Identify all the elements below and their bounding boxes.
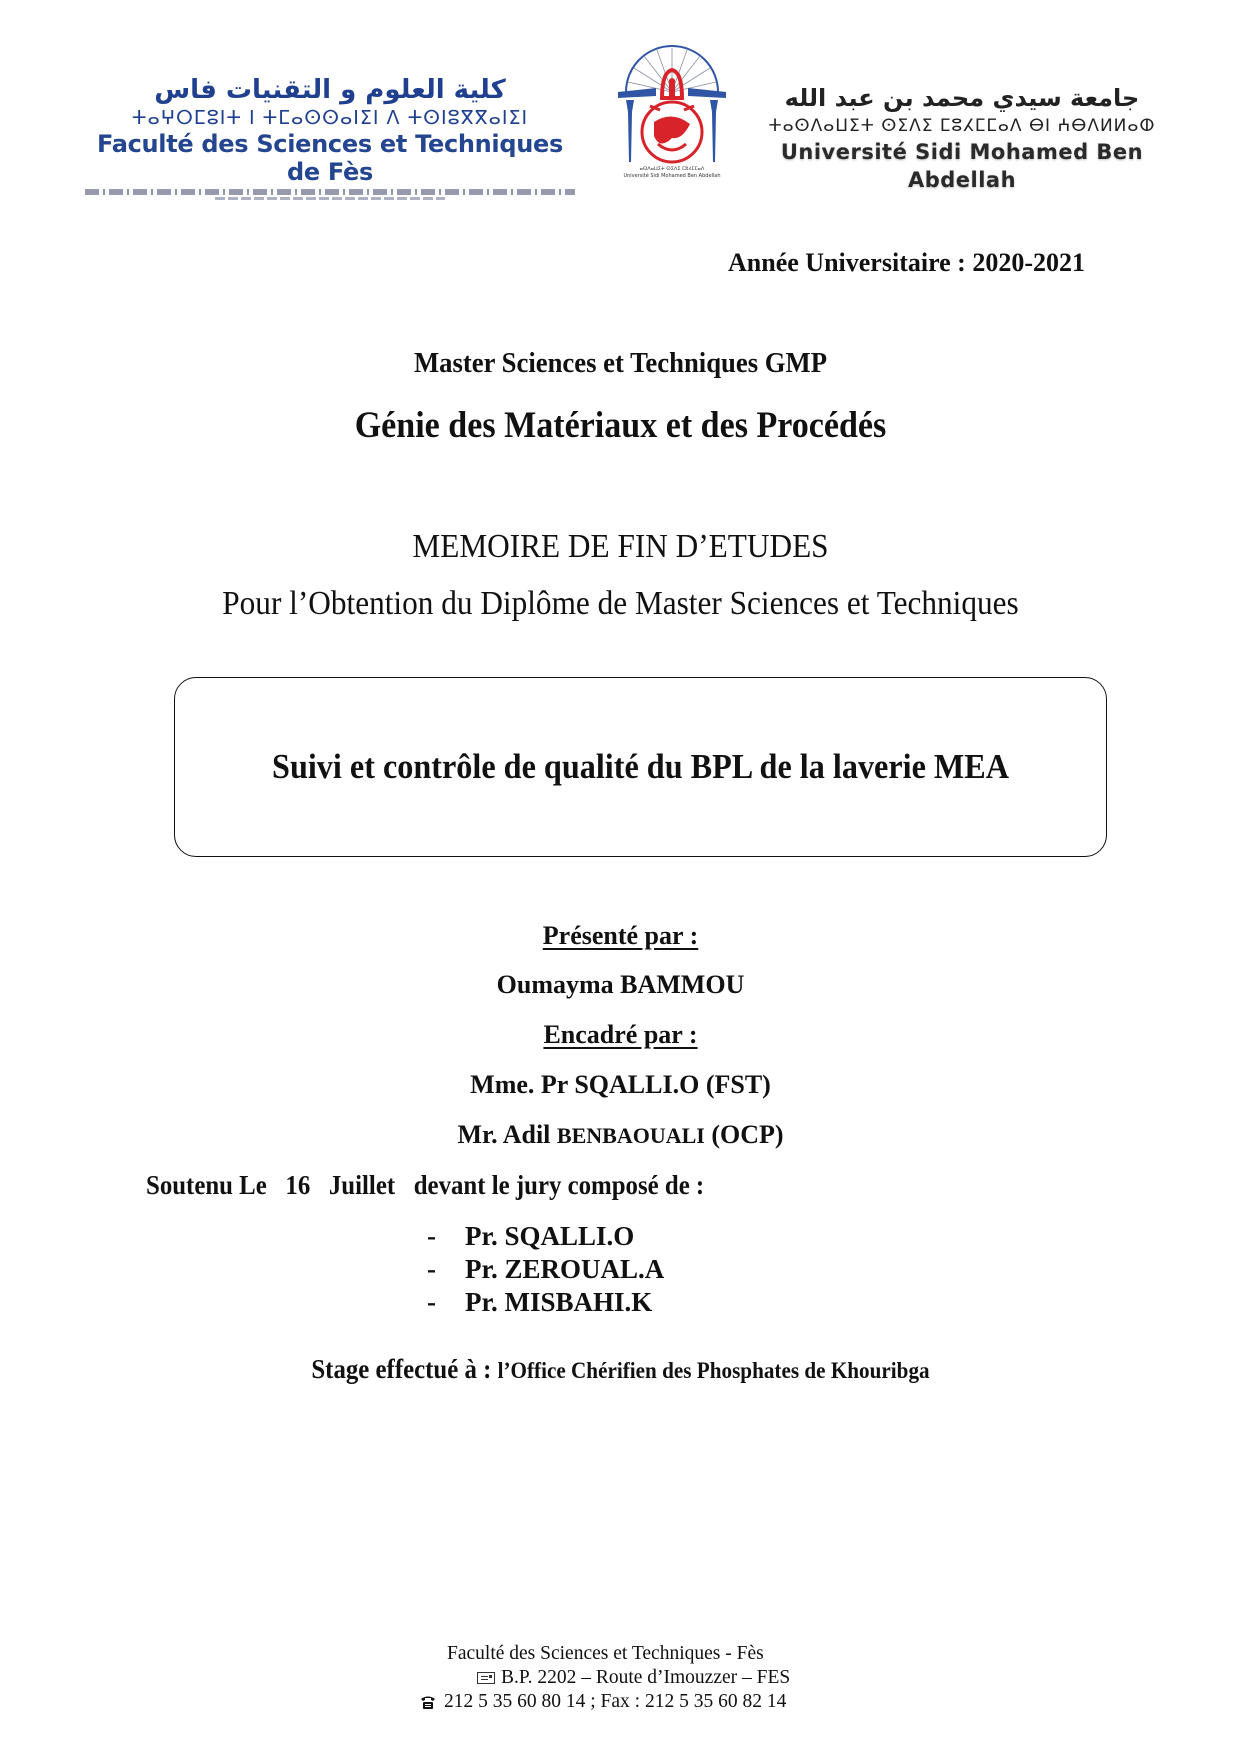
fst-decorative-rule-2 [215, 197, 445, 200]
supervisor-2 [0, 1120, 1241, 1150]
footer-phone-text: 212 5 35 60 80 14 ; Fax : 212 5 35 60 82 14 [444, 1691, 787, 1712]
document-purpose: Pour l’Obtention du Diplôme de Master Sciences et Techniques [222, 585, 1019, 622]
usmba-name-french: Université Sidi Mohamed Ben Abdellah [780, 140, 1144, 192]
thesis-title: Suivi et contrôle de qualité du BPL de la laverie MEA [271, 747, 1010, 786]
footer-address [420, 1642, 840, 1714]
jury-member [427, 1220, 664, 1253]
internship-label: Stage effectué à : [311, 1354, 498, 1384]
footer-institution: Faculté des Sciences et Techniques - Fès [447, 1643, 764, 1664]
supervisor-2-surname: BENBAOUALI [556, 1123, 705, 1148]
usmba-logo [752, 82, 1172, 194]
usmba-emblem-icon [612, 40, 732, 180]
fst-decorative-rule [85, 189, 575, 195]
list-dash: - [427, 1287, 436, 1317]
presented-by-label: Présenté par : [542, 921, 699, 950]
internship-info [50, 1354, 1192, 1385]
fst-logo [80, 74, 580, 200]
supervisor-2-prefix: Mr. Adil [457, 1120, 557, 1149]
specialty: Génie des Matériaux et des Procédés [354, 405, 887, 446]
jury-member-name: Pr. MISBAHI.K [465, 1287, 653, 1317]
svg-text:Université Sidi Mohamed Ben Ab: Université Sidi Mohamed Ben Abdellah [623, 173, 721, 179]
jury-member [427, 1253, 664, 1286]
presented-by-section [0, 921, 1241, 951]
defense-statement: Soutenu Le 16 Juillet devant le jury composé de : [146, 1170, 705, 1200]
list-dash: - [427, 1254, 436, 1284]
usmba-name-arabic: جامعة سيدي محمد بن عبد الله [784, 84, 1140, 112]
footer-phone [420, 1690, 840, 1714]
footer-postal [420, 1666, 840, 1690]
thesis-title-box [174, 677, 1107, 857]
supervised-by-section [0, 1020, 1241, 1050]
mail-icon [477, 1672, 495, 1684]
phone-icon [420, 1694, 436, 1710]
fst-name-arabic: كلية العلوم و التقنيات فاس [154, 75, 506, 105]
usmba-name-tifinagh: ⵜⴰⵙⴷⴰⵡⵉⵜ ⵙⵉⴷⵉ ⵎⵓⵃⵎⵎⴰⴷ ⴱⵏ ⵄⴱⴷⵍⵍⴰⵀ [768, 116, 1156, 136]
academic-year: Année Universitaire : 2020-2021 [728, 248, 1085, 277]
list-dash: - [427, 1221, 436, 1251]
supervisor-2-suffix: (OCP) [704, 1120, 784, 1149]
supervised-by-label: Encadré par : [543, 1020, 698, 1049]
author-name: Oumayma BAMMOU [496, 970, 745, 999]
master-program: Master Sciences et Techniques GMP [413, 347, 827, 379]
jury-list [427, 1220, 664, 1319]
document-type: MEMOIRE DE FIN D’ETUDES [412, 528, 829, 565]
internship-place: l’Office Chérifien des Phosphates de Khouribga [497, 1358, 930, 1383]
jury-member [427, 1286, 664, 1319]
fst-name-french: Faculté des Sciences et Techniques de Fès [97, 130, 563, 186]
footer-postal-text: B.P. 2202 – Route d’Imouzzer – FES [501, 1667, 791, 1688]
jury-member-name: Pr. SQALLI.O [465, 1221, 635, 1251]
fst-name-tifinagh: ⵜⴰⵖⵔⵎⵓⵏⵜ ⵏ ⵜⵎⴰⵙⵙⴰⵏⵉⵏ ⴷ ⵜⵙⵏⵓⴳⴳⴰⵏⵉⵏ [131, 107, 529, 129]
jury-member-name: Pr. ZEROUAL.A [465, 1254, 665, 1284]
svg-text:ⴰⵙⴷⴰⵡⵉⵜ ⵙⵉⴷⵉ ⵎⵓⵃⵎⵎⴰⴷ: ⴰⵙⴷⴰⵡⵉⵜ ⵙⵉⴷⵉ ⵎⵓⵃⵎⵎⴰⴷ [639, 166, 705, 172]
supervisor-1: Mme. Pr SQALLI.O (FST) [470, 1070, 771, 1099]
usmba-emblem [612, 40, 732, 180]
